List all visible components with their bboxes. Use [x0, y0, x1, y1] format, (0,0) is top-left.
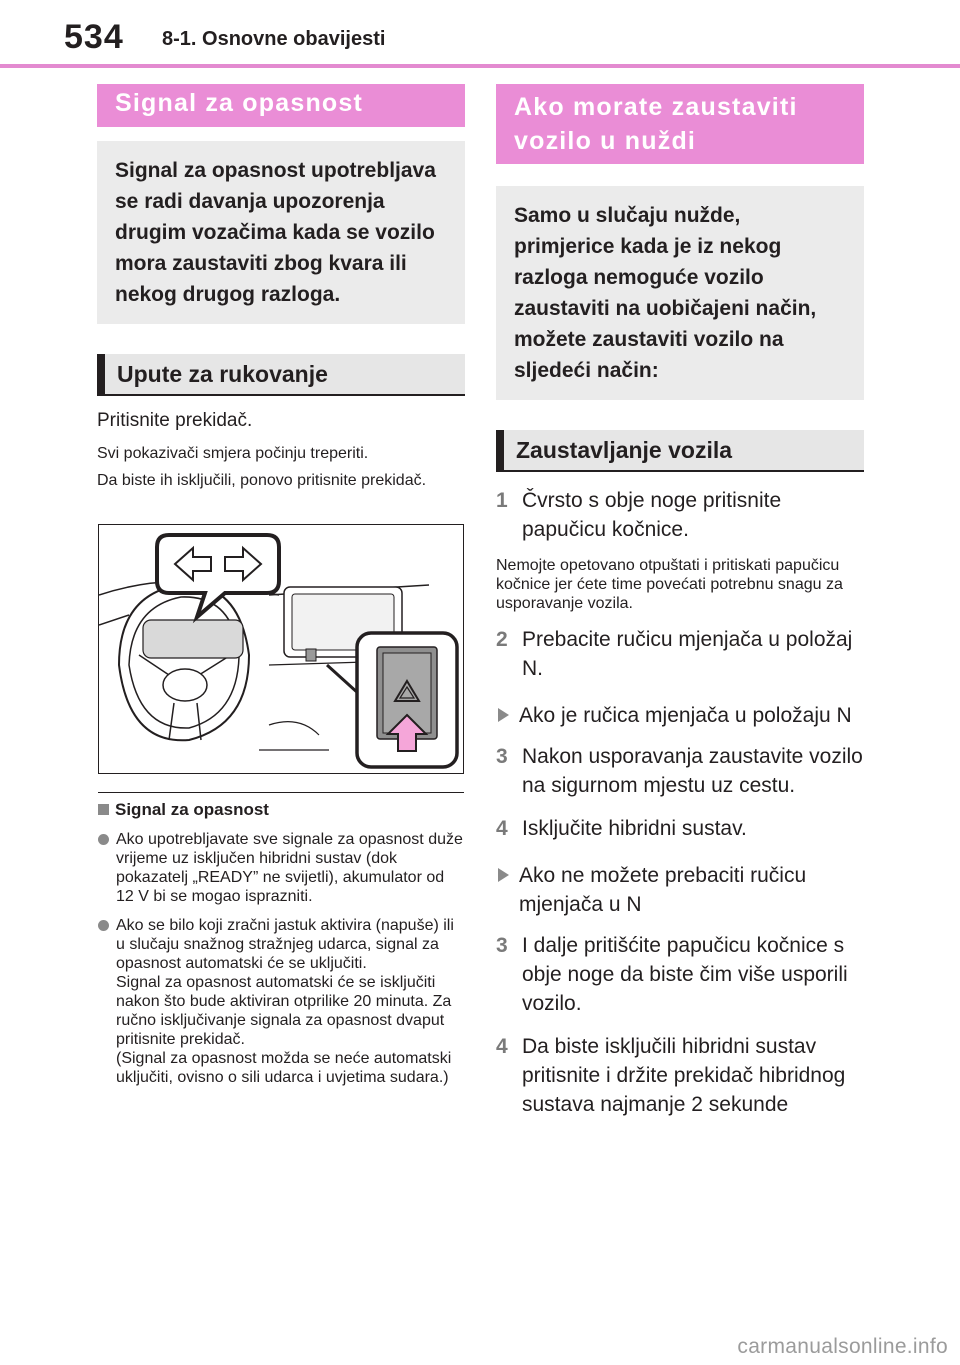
emergency-intro: Samo u slučaju nužde, primjerice kada je iz nekog razloga nemoguće vozilo zaustaviti na uobičajeni način, možete zaustaviti vozilo na sljedeći način: — [496, 186, 864, 400]
dashboard-svg — [99, 525, 463, 773]
flash-note: Svi pokazivači smjera počinju treperiti. — [97, 445, 369, 462]
page-header — [0, 0, 960, 68]
step-number: 1 — [496, 489, 508, 512]
hazard-notes — [98, 800, 464, 1087]
notes-heading: Signal za opasnost — [115, 800, 269, 819]
dashboard-illustration — [98, 524, 464, 774]
step-text: Čvrsto s obje noge pritisnite papučicu kočnice. — [522, 489, 782, 541]
step-number: 4 — [496, 1035, 508, 1058]
triangle-bullet-icon — [498, 868, 509, 882]
steering-wheel — [119, 585, 249, 741]
step-4a — [496, 814, 864, 843]
note-text: Ako se bilo koji zračni jastuk aktivira (napuše) ili u slučaju snažnog stražnjeg udarca, signal za opasnost automatski će se uključiti. Signal za opasnost automatski će se isključiti nakon što bude aktiviran otprilike 20 minuta. Za ručno isključivanje signala za opasnost dvaput pritisnite prekidač. (Signal za opasnost možda se neće automatski uključiti, ovisno o sili udarca i uvjetima sudara.) — [116, 917, 454, 1086]
note-text: Ako upotrebljavate sve signale za opasnost duže vrijeme uz isključen hibridni sustav (dok pokazatelj „READY” ne svijetli), akumulator od 12 V bi se mogao isprazniti. — [116, 831, 463, 905]
off-note: Da biste ih isključili, ponovo pritisnite prekidač. — [97, 472, 427, 489]
case-text: Ako je ručica mjenjača u položaju N — [519, 704, 852, 727]
callout-bubble — [157, 535, 279, 617]
triangle-bullet-icon — [498, 708, 509, 722]
step-3b — [496, 931, 864, 1018]
instructions-heading: Upute za rukovanje — [97, 354, 465, 396]
hazard-title: Signal za opasnost — [97, 84, 465, 127]
step-2 — [496, 625, 864, 683]
figure-divider — [98, 792, 464, 793]
bullet-icon — [98, 920, 109, 931]
step-list — [496, 486, 864, 1119]
header-divider — [0, 64, 960, 68]
square-bullet-icon — [98, 804, 109, 815]
hazard-intro: Signal za opasnost upotrebljava se radi davanja upozorenja drugim vozačima kada se vozilo mora zaustaviti zbog kvara ili nekog drugog razloga. — [97, 141, 465, 324]
case-text: Ako ne možete prebaciti ručicu mjenjača u N — [519, 864, 807, 916]
right-column — [496, 84, 864, 1119]
stop-heading: Zaustavljanje vozila — [496, 430, 864, 472]
step-number: 2 — [496, 628, 508, 651]
step-4b — [496, 1032, 864, 1119]
note-item — [98, 830, 464, 906]
step-text: Prebacite ručicu mjenjača u položaj N. — [522, 628, 853, 680]
watermark[interactable]: carmanualsonline.info — [737, 1335, 948, 1358]
case-not-n — [496, 861, 864, 919]
notes-heading-row — [98, 800, 464, 820]
step-number: 4 — [496, 817, 508, 840]
emergency-title: Ako morate zaustaviti vozilo u nuždi — [496, 84, 864, 164]
instrument-cluster — [143, 620, 243, 658]
bullet-icon — [98, 834, 109, 845]
left-column — [97, 84, 465, 490]
step-text: Da biste isključili hibridni sustav pritisnite i držite prekidač hibridnog sustava najmanje 2 sekunde — [522, 1035, 846, 1116]
note-item — [98, 916, 464, 1087]
step-3a — [496, 742, 864, 800]
section-title: 8-1. Osnovne obavijesti — [162, 28, 386, 50]
case-in-n — [496, 701, 864, 730]
step-text: Isključite hibridni sustav. — [522, 817, 747, 840]
step1-note: Nemojte opetovano otpuštati i pritiskati papučicu kočnice jer ćete time povećati potrebnu snagu za usporavanje vozila. — [496, 557, 843, 612]
page-number: 534 — [64, 18, 124, 56]
press-switch-text: Pritisnite prekidač. — [97, 410, 253, 431]
step-text: Nakon usporavanja zaustavite vozilo na sigurnom mjestu uz cestu. — [522, 745, 863, 797]
step-1 — [496, 486, 864, 544]
step-number: 3 — [496, 745, 508, 768]
step-text: I dalje pritišćite papučicu kočnice s obje noge da biste čim više usporili vozilo. — [522, 934, 848, 1015]
step-number: 3 — [496, 934, 508, 957]
